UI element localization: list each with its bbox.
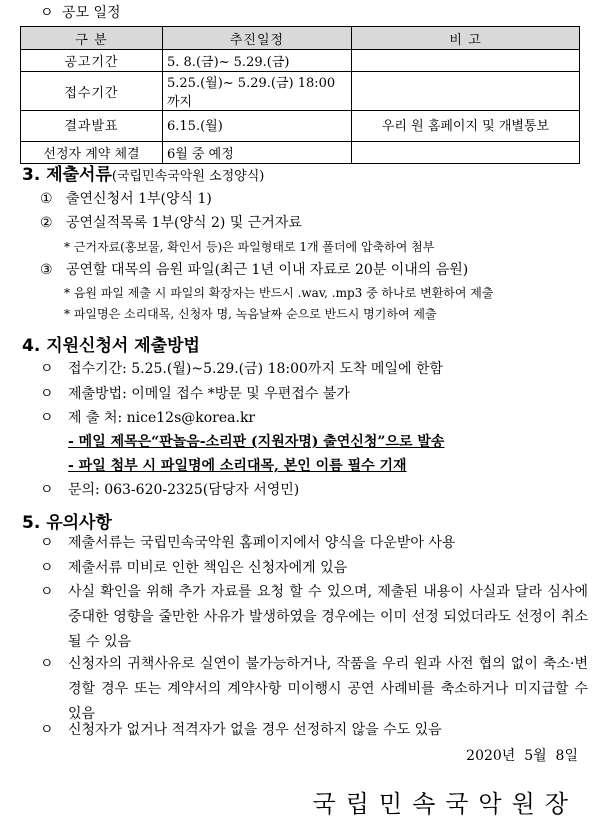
- file-attach-instruction: - 파일 첨부 시 파일명에 소리대목, 본인 이름 필수 기재: [68, 458, 407, 474]
- section5-item: ㅇ 신청자의 귀책사유로 실연이 불가능하거나, 작품을 우리 원과 사전 협의 없이 축소·변경할 경우 또는 계약서의 계약사항 미이행시 공연 사례비를 축소하거나 미지급할 수 있음: [40, 656, 588, 722]
- section3-note: * 음원 파일 제출 시 파일의 확장자는 반드시 .wav, .mp3 중 하나로 변환하여 제출: [64, 286, 494, 300]
- section5-title: 5. 유의사항: [22, 513, 112, 533]
- table-row: [21, 111, 580, 142]
- issuer-signature: 국립민속국악원장: [312, 790, 578, 818]
- section4-contact: ㅇ 문의: 063-620-2325(담당자 서영민): [40, 482, 300, 498]
- section5-item: ㅇ 사실 확인을 위해 추가 자료를 요청 할 수 있으며, 제출된 내용이 사실과 달라 심사에 중대한 영향을 줄만한 사유가 발생하였을 경우에는 이미 선정 되었더라도 선정이 취소 될 수 있음: [40, 584, 588, 650]
- row-item: 공고기간: [21, 50, 163, 72]
- section3-note: * 파일명은 소리대목, 신청자 명, 녹음날짜 순으로 반드시 명기하여 제출: [64, 307, 437, 321]
- section4-item: ㅇ 제 출 처: nice12s@korea.kr: [40, 410, 256, 426]
- schedule-heading: ㅇ 공모 일정: [40, 2, 121, 22]
- header-remarks: 비 고: [352, 27, 580, 50]
- bullet-mark: ㅇ: [40, 5, 54, 21]
- row-note: [352, 72, 580, 111]
- header-schedule: 추진일정: [163, 27, 352, 50]
- row-item: 선정자 계약 체결: [21, 142, 163, 164]
- section4-item: ㅇ 제출방법: 이메일 접수 *방문 및 우편접수 불가: [40, 386, 350, 402]
- section3-note: * 근거자료(홍보물, 확인서 등)은 파일형태로 1개 폴더에 압축하여 첨부: [64, 240, 435, 254]
- section4-item: ㅇ 접수기간: 5.25.(월)~5.29.(금) 18:00까지 도착 메일에 한함: [40, 361, 443, 377]
- section3-item: ① 출연신청서 1부(양식 1): [40, 191, 212, 207]
- table-header-row: [21, 27, 580, 50]
- row-date: 6월 중 예정: [163, 142, 352, 164]
- document-date: 2020년 5월 8일: [466, 748, 578, 764]
- section5-item: ㅇ 제출서류는 국립민속국악원 홈페이지에서 양식을 다운받아 사용: [40, 535, 456, 551]
- row-date: 5. 8.(금)~ 5.29.(금): [163, 50, 352, 72]
- row-note: [352, 142, 580, 164]
- mail-subject-instruction: - 메일 제목은“판놀음-소리판 (지원자명) 출연신청”으로 발송: [68, 434, 445, 450]
- table-row: [21, 50, 580, 72]
- row-item: 접수기간: [21, 72, 163, 111]
- section4-title: 4. 지원신청서 제출방법: [22, 336, 200, 356]
- schedule-table: [20, 26, 580, 164]
- header-category: 구 분: [21, 27, 163, 50]
- section3-item: ② 공연실적목록 1부(양식 2) 및 근거자료: [40, 215, 302, 231]
- section3-title: 3. 제출서류(국립민속국악원 소정양식): [22, 165, 265, 185]
- table-row: [21, 72, 580, 111]
- row-note: [352, 50, 580, 72]
- section5-item: ㅇ 신청자가 없거나 적격자가 없을 경우 선정하지 않을 수도 있음: [40, 722, 442, 738]
- section5-item: ㅇ 제출서류 미비로 인한 책임은 신청자에게 있음: [40, 560, 348, 576]
- row-date: 5.25.(월)~ 5.29.(금) 18:00까지: [163, 72, 352, 111]
- section3-subtitle: (국립민속국악원 소정양식): [111, 169, 265, 184]
- section3-item: ③ 공연할 대목의 음원 파일(최근 1년 이내 자료로 20분 이내의 음원): [40, 262, 469, 278]
- row-note: 우리 원 홈페이지 및 개별통보: [352, 111, 580, 142]
- row-item: 결과발표: [21, 111, 163, 142]
- row-date: 6.15.(월): [163, 111, 352, 142]
